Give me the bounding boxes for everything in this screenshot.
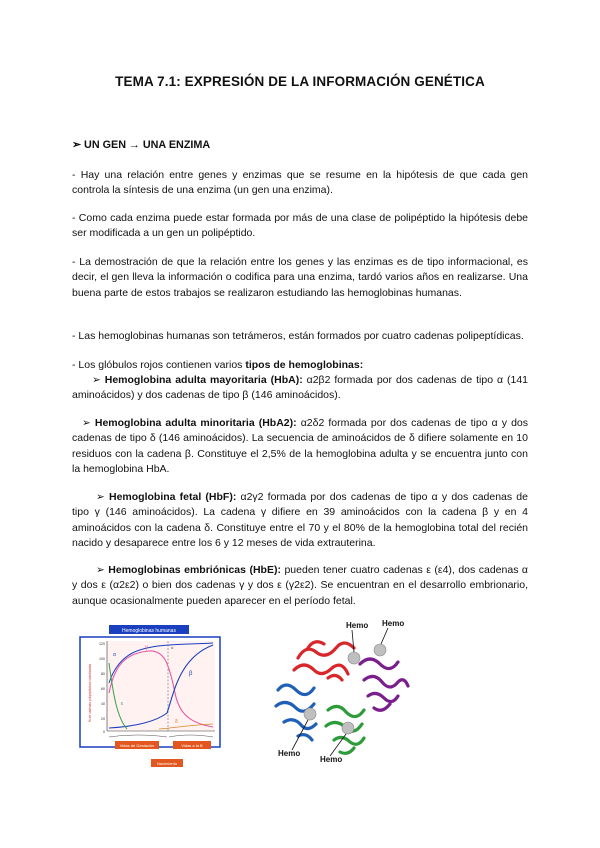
heme-label: Hemo bbox=[346, 621, 369, 630]
chart-title: Hemoglobinas humanas bbox=[122, 628, 176, 634]
chart-xlabel-left: Vidas de Gestación bbox=[119, 743, 155, 748]
ytick: 40 bbox=[101, 702, 105, 706]
ytick: 60 bbox=[101, 687, 105, 691]
hbe-title: Hemoglobinas embriónicas (HbE): bbox=[108, 564, 281, 576]
label-epsilon: ε bbox=[121, 701, 124, 707]
hbe-item bbox=[72, 563, 528, 609]
hemoglobin-chart-image bbox=[79, 623, 221, 771]
hemoglobin-chart-figure bbox=[79, 623, 221, 771]
paragraph-4: - Las hemoglobinas humanas son tetrámeros, están formados por cuatro cadenas polipeptídicas. bbox=[72, 330, 524, 342]
ytick: 100 bbox=[99, 657, 105, 661]
paragraph-5-bold: tipos de hemoglobinas: bbox=[245, 359, 364, 371]
ytick: 0 bbox=[103, 730, 105, 734]
hbf-text: α2γ2 formada por dos cadenas de tipo α y dos cadenas de tipo γ (146 aminoácidos). La cadena γ difiere en 39 aminoácidos con la cadena β y en 4 aminoácidos con la cadena δ. Constituye entre el 70 y el 80% de la hemoglobina total del recién nacido y desaparece entre los 6 y 12 meses de vida extrauterina. bbox=[72, 491, 528, 549]
paragraph-3: - La demostración de que la relación entre los genes y las enzimas es de tipo informacional, es decir, el gen lleva la información o codifica para una enzima, tardó varios años en realizarse. Una buena parte de estos trabajos se realizaron estudiando las hemoglobinas humanas. bbox=[72, 256, 528, 299]
hba2-title: Hemoglobina adulta minoritaria (HbA2): bbox=[94, 417, 297, 429]
section-heading: ➢ UN GEN → UNA ENZIMA bbox=[72, 139, 211, 151]
heme-label: Hemo bbox=[382, 619, 405, 628]
hba-arrow: ➢ bbox=[92, 374, 105, 386]
hbe-arrow: ➢ bbox=[96, 564, 109, 576]
label-beta: β bbox=[189, 671, 193, 677]
subunit-red bbox=[294, 642, 354, 680]
hbf-arrow: ➢ bbox=[96, 491, 109, 503]
ytick: 80 bbox=[101, 672, 105, 676]
subunit-purple bbox=[360, 659, 408, 710]
paragraph-1: - Hay una relación entre genes y enzimas que se resume en la hipótesis de que cada gen controla la síntesis de una enzima (un gen una enzima). bbox=[72, 169, 528, 197]
label-alpha: α bbox=[113, 652, 116, 658]
hemoglobin-molecule-figure bbox=[268, 618, 416, 770]
label-delta: δ bbox=[175, 719, 178, 725]
hbf-title: Hemoglobina fetal (HbF): bbox=[108, 491, 237, 503]
paragraph-2: - Como cada enzima puede estar formada por más de una clase de polipéptido la hipótesis debe ser modificada a un gen un polipéptido. bbox=[72, 212, 528, 240]
hba2-item bbox=[72, 416, 528, 477]
heme-label: Hemo bbox=[278, 749, 301, 758]
hbe-text: pueden tener cuatro cadenas ε (ε4), dos cadenas α y dos ε (α2ε2) o bien dos cadenas γ y dos ε (γ2ε2). Se encuentran en el desarrollo embrionario, aunque ocasionalmente pueden aparecer en el período fetal. bbox=[72, 564, 529, 607]
paragraph-5 bbox=[72, 358, 528, 373]
hemoglobin-molecule-image bbox=[268, 618, 416, 770]
chart-ylabel: % de cadenas polipeptídicas sintetizadas bbox=[88, 663, 92, 723]
hba-title: Hemoglobina adulta mayoritaria (HbA): bbox=[104, 374, 303, 386]
heme-label: Hemo bbox=[320, 755, 343, 764]
hba-item bbox=[72, 373, 528, 404]
chart-xlabel-right: Vidas a la B bbox=[181, 743, 203, 748]
ytick: 120 bbox=[99, 642, 105, 646]
hba2-arrow: ➢ bbox=[82, 417, 95, 429]
heme-groups bbox=[304, 644, 386, 734]
hba-text: α2β2 formada por dos cadenas de tipo α (141 aminoácidos) y dos cadenas de tipo β (146 aminoácidos). bbox=[72, 374, 529, 402]
hba2-text: α2δ2 formada por dos cadenas de tipo α y dos cadenas de tipo δ (146 aminoácidos). La secuencia de aminoácidos de δ difiere solamente en 10 residuos con la cadena β. Constituye el 2,5% de la hemoglobina adulta y se encuentra junto con la hemoglobina HbA. bbox=[72, 417, 528, 475]
ytick: 20 bbox=[101, 717, 105, 721]
page-title: TEMA 7.1: EXPRESIÓN DE LA INFORMACIÓN GENÉTICA bbox=[115, 74, 485, 89]
hbf-item bbox=[72, 490, 528, 551]
label-alpha-2: α bbox=[171, 645, 174, 650]
chart-birth-label: Nacimiento bbox=[156, 761, 178, 766]
label-gamma: γ bbox=[145, 645, 148, 651]
paragraph-5-lead: - Los glóbulos rojos contienen varios bbox=[72, 359, 246, 371]
